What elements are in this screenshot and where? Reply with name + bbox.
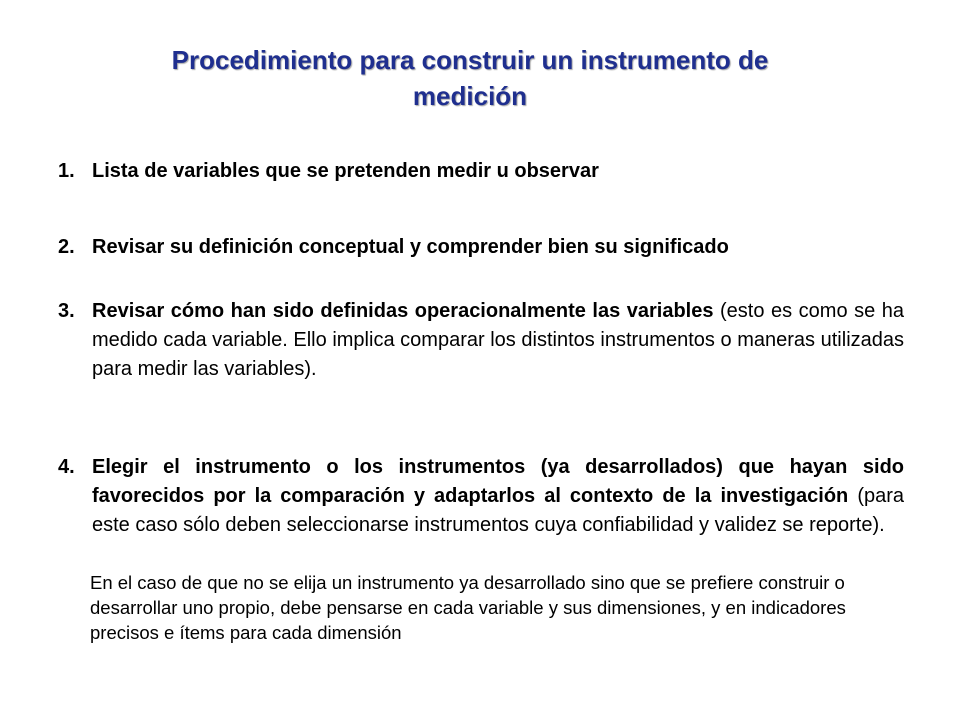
list-item-number: 1. (58, 160, 75, 182)
note-paragraph: En el caso de que no se elija un instrumento ya desarrollado sino que se prefiere construir o desarrollar uno propio, debe pensarse en cada variable y sus dimensiones, y en indicadores precisos e ítems para cada dimensión (90, 572, 846, 643)
list-item-bold-text: Revisar su definición conceptual y comprender bien su significado (92, 236, 729, 258)
list-item-number: 4. (58, 456, 75, 478)
list-item-bold-text: Elegir el instrumento o los instrumentos (ya desarrollados) que hayan sido favorecidos por la comparación y adaptarlos al contexto de la investigación (92, 456, 904, 507)
list-item-text (92, 233, 904, 262)
list-item-number: 3. (58, 300, 75, 322)
list-item-normal-text: (para este caso sólo deben seleccionarse instrumentos cuya confiabilidad y validez se reporte). (92, 485, 905, 536)
list-item-bold-text: Revisar cómo han sido definidas operacionalmente las variables (92, 300, 714, 322)
list-item-text (92, 297, 904, 384)
list-item (58, 157, 904, 186)
list-item-normal-text: (esto es como se ha medido cada variable. Ello implica comparar los distintos instrumentos o maneras utilizadas para medir las variables). (92, 300, 904, 380)
list-item (58, 453, 904, 540)
list-item (58, 233, 904, 262)
list-item-number: 2. (58, 236, 75, 258)
list-item-text (92, 157, 904, 186)
slide-title: Procedimiento para construir un instrumento de medición (171, 45, 769, 111)
list-item (58, 297, 904, 384)
list-item-text (92, 453, 904, 540)
list-item-bold-text: Lista de variables que se pretenden medir u observar (92, 160, 599, 182)
